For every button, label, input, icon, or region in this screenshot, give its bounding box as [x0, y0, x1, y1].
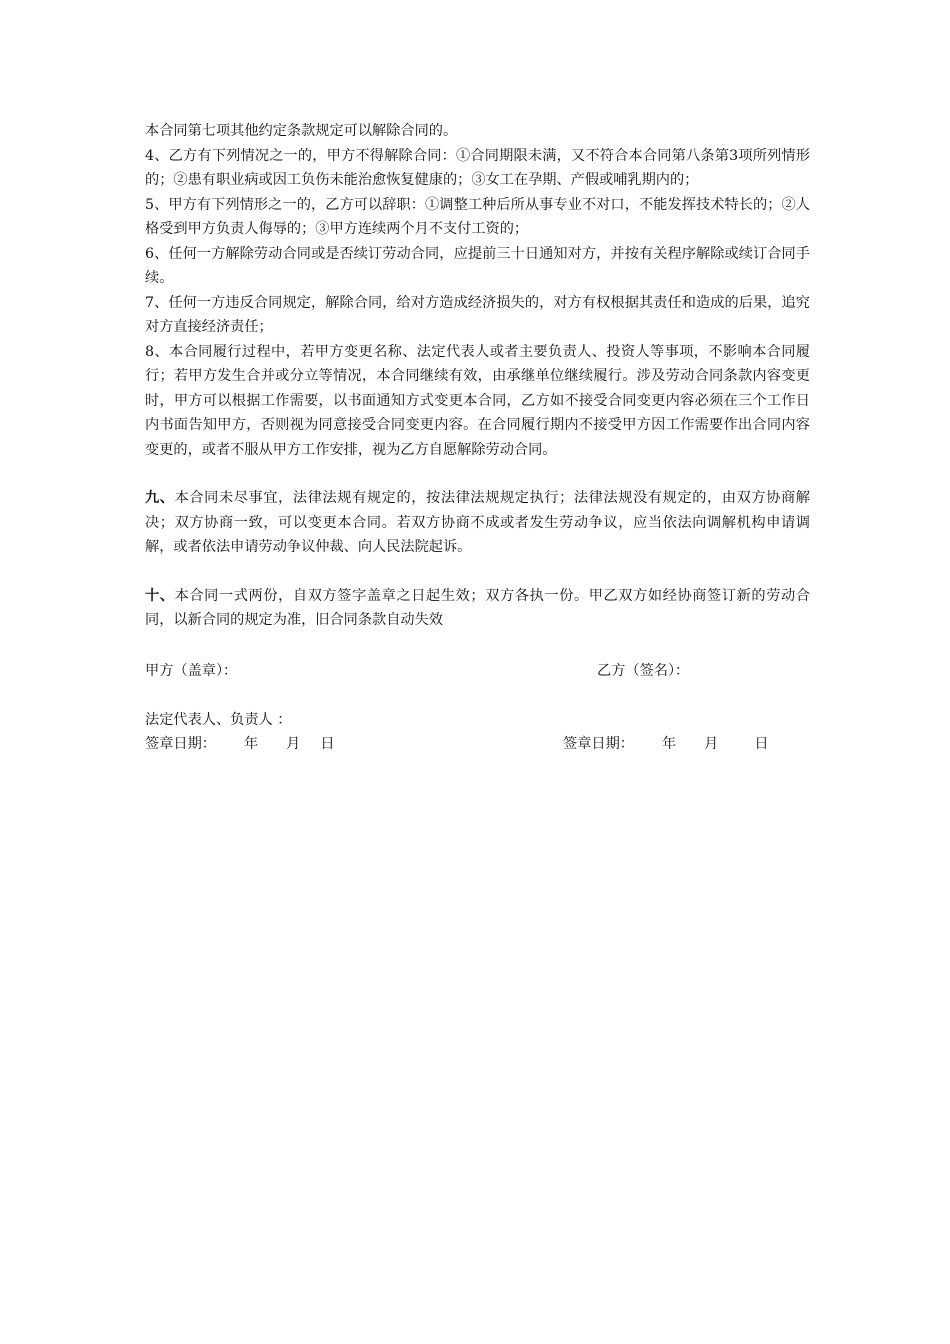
clause-continuation: 本合同第七项其他约定条款规定可以解除合同的。 — [145, 123, 458, 139]
party-b-year: 年 — [661, 735, 677, 752]
section-10-heading: 十、 — [145, 587, 175, 604]
party-a-date — [145, 732, 335, 756]
section-9-heading: 九、 — [145, 490, 175, 506]
section-10 — [145, 584, 810, 633]
party-b-sign-label: 乙方（签名）： — [597, 662, 690, 679]
legal-rep-row — [145, 708, 810, 732]
party-a-seal-label: 甲方（盖章）： — [145, 662, 238, 679]
section-10-text: 本合同一式两份，自双方签字盖章之日起生效；双方各执一份。甲乙双方如经协商签订新的劳动合同，以新合同的规定为准，旧合同条款自动失效 — [145, 587, 810, 628]
section-9-text: 本合同未尽事宜，法律法规有规定的，按法律法规规定执行；法律法规没有规定的，由双方协商解决；双方协商一致，可以变更本合同。若双方协商不成或者发生劳动争议，应当依法向调解机构申请调解，或者依法申请劳动争议仲裁、向人民法院起诉。 — [145, 490, 810, 555]
clause-7: 7、任何一方违反合同规定，解除合同，给对方造成经济损失的，对方有权根据其责任和造成的后果，追究对方直接经济责任； — [145, 294, 810, 335]
clause-6: 6、任何一方解除劳动合同或是否续订劳动合同，应提前三十日通知对方，并按有关程序解除或续订合同手续。 — [145, 245, 810, 286]
party-b-month: 月 — [704, 735, 719, 752]
party-a-date-label: 签章日期： — [145, 735, 216, 752]
contract-page — [145, 119, 810, 756]
legal-rep-label: 法定代表人、负责人 ： — [145, 711, 292, 728]
section-9 — [145, 486, 810, 560]
party-a-year: 年 — [243, 735, 259, 752]
party-a-day: 日 — [320, 735, 335, 752]
party-a-month: 月 — [286, 735, 301, 752]
clause-4: 4、乙方有下列情况之一的，甲方不得解除合同：①合同期限未满，又不符合本合同第八条第3项所列情形的；②患有职业病或因工负伤未能治愈恢复健康的；③女工在孕期、产假或哺乳期内的； — [145, 147, 810, 188]
party-b-day: 日 — [754, 735, 769, 752]
clause-8: 8、本合同履行过程中，若甲方变更名称、法定代表人或者主要负责人、投资人等事项，不影响本合同履行；若甲方发生合并或分立等情况，本合同继续有效，由承继单位继续履行。涉及劳动合同条款内容变更时，甲方可以根据工作需要，以书面通知方式变更本合同，乙方如不接受合同变更内容必须在三个工作日内书面告知甲方，否则视为同意接受合同变更内容。在合同履行期内不接受甲方因工作需要作出合同内容变更的，或者不服从甲方工作安排，视为乙方自愿解除劳动合同。 — [145, 343, 810, 458]
signature-date-row — [145, 732, 810, 756]
signature-parties-row — [145, 659, 810, 683]
party-b-date-label: 签章日期： — [563, 735, 634, 752]
party-b-date — [563, 732, 769, 756]
clause-5: 5、甲方有下列情形之一的，乙方可以辞职：①调整工种后所从事专业不对口，不能发挥技术特长的；②人格受到甲方负责人侮辱的；③甲方连续两个月不支付工资的； — [145, 196, 810, 237]
